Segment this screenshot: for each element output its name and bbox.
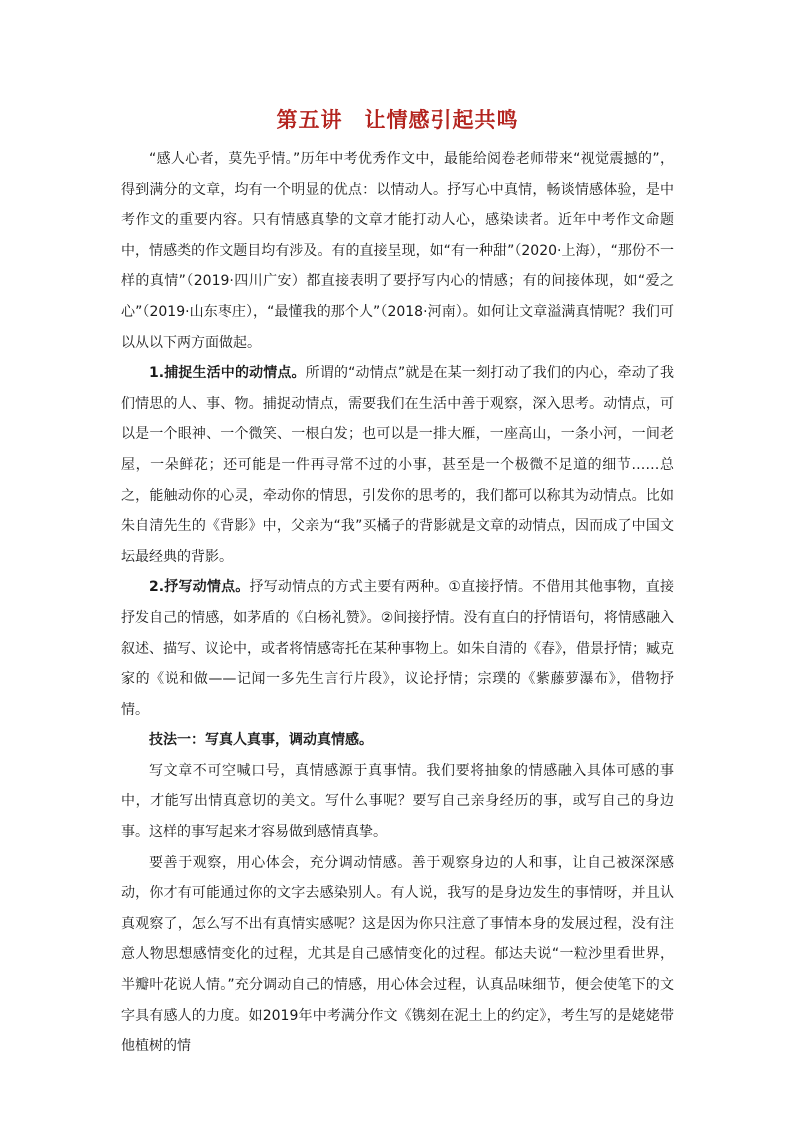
- page-title: 第五讲 让情感引起共鸣: [276, 107, 519, 132]
- point-1-lead: 1.捕捉生活中的动情点。: [149, 365, 306, 382]
- method-1-paragraph-1: 写文章不可空喊口号，真情感源于真事情。我们要将抽象的情感融入具体可感的事中，才能写出情真意切的美文。写什么事呢？要写自己亲身经历的事，或写自己的身边事。这样的事写起来才容易做到感情真挚。: [121, 762, 674, 841]
- point-1-paragraph: [121, 358, 674, 572]
- method-1-heading: 技法一：写真人真事，调动真情感。: [149, 732, 373, 749]
- point-1-body: 所谓的“动情点”就是在某一刻打动了我们的内心，牵动了我们情思的人、事、物。捕捉动情点，需要我们在生活中善于观察，深入思考。动情点，可以是一个眼神、一个微笑、一根白发；也可以是一排大雁，一座高山，一条小河，一间老屋，一朵鲜花；还可能是一件再寻常不过的小事，甚至是一个极微不足道的细节……总之，能触动你的心灵，牵动你的情思，引发你的思考的，我们都可以称其为动情点。比如朱自清先生的《背影》中，父亲为“我”买橘子的背影就是文章的动情点，因而成了中国文坛最经典的背影。: [121, 365, 674, 565]
- method-1-paragraph-2: 要善于观察，用心体会，充分调动情感。善于观察身边的人和事，让自己被深深感动，你才有可能通过你的文字去感染别人。有人说，我写的是身边发生的事情呀，并且认真观察了，怎么写不出有真情实感呢？这是因为你只注意了事情本身的发展过程，没有注意人物思想感情变化的过程，尤其是自己感情变化的过程。郁达夫说“一粒沙里看世界，半瓣叶花说人情。”充分调动自己的情感，用心体会过程，认真品味细节，便会使笔下的文字具有感人的力度。如2019年中考满分作文《镌刻在泥土上的约定》，考生写的是姥姥带他植树的情: [121, 854, 674, 1055]
- document-page: [121, 96, 674, 1062]
- point-2-body: 抒写动情点的方式主要有两种。①直接抒情。不借用其他事物，直接抒发自己的情感，如茅盾的《白杨礼赞》。②间接抒情。没有直白的抒情语句，将情感融入叙述、描写、议论中，或者将情感寄托在某种事物上。如朱自清的《春》，借景抒情；臧克家的《说和做——记闻一多先生言行片段》，议论抒情；宗璞的《紫藤萝瀑布》，借物抒情。: [121, 579, 674, 718]
- point-2-lead: 2.抒写动情点。: [149, 579, 250, 596]
- point-2-paragraph: [121, 572, 674, 725]
- intro-paragraph: “感人心者，莫先乎情。”历年中考优秀作文中，最能给阅卷老师带来“视觉震撼的”，得到满分的文章，均有一个明显的优点：以情动人。抒写心中真情，畅谈情感体验，是中考作文的重要内容。只有情感真挚的文章才能打动人心，感染读者。近年中考作文命题中，情感类的作文题目均有涉及。有的直接呈现，如“有一种甜”（2020·上海），“那份不一样的真情”（2019·四川广安）都直接表明了要抒写内心的情感；有的间接体现，如“爱之心”（2019·山东枣庄），“最懂我的那个人”（2018·河南）。如何让文章溢满真情呢？我们可以从以下两方面做起。: [121, 151, 674, 351]
